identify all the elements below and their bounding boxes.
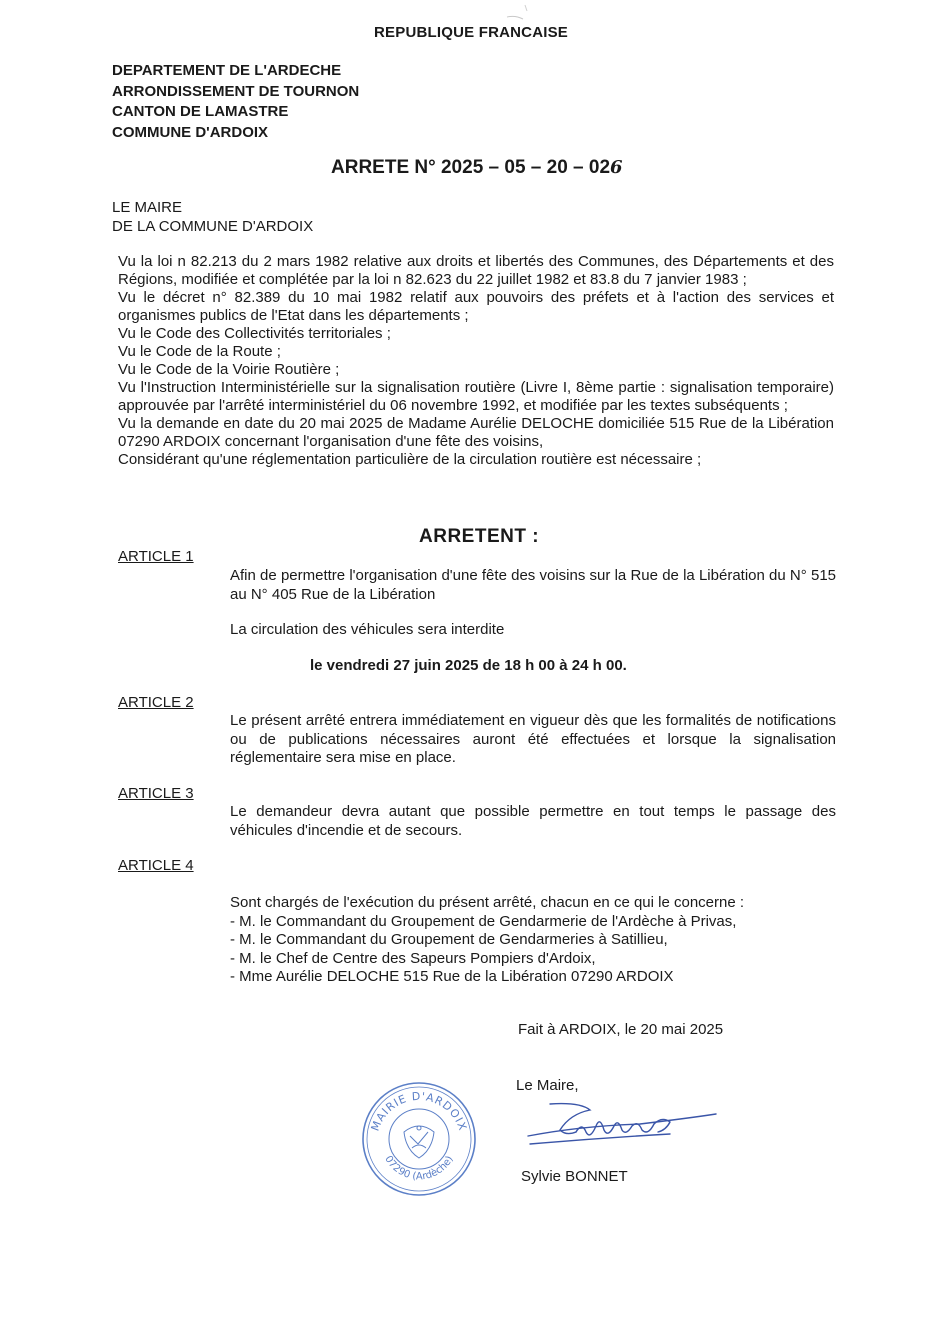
execution-block: [230, 894, 744, 987]
article-1-body: [230, 567, 836, 604]
coat-of-arms-icon: [404, 1126, 434, 1158]
article-3-label: ARTICLE 3: [118, 785, 194, 802]
article-1-label: ARTICLE 1: [118, 548, 194, 565]
scan-mark: [505, 3, 535, 23]
arrondissement-line: ARRONDISSEMENT DE TOURNON: [112, 82, 360, 100]
article-3-paragraph: Le demandeur devra autant que possible permettre en tout temps le passage des véhicules d'incendie et de secours.: [230, 803, 836, 839]
article-2-paragraph: Le présent arrêté entrera immédiatement en vigueur dès que les formalités de notifications ou de publications nécessaires auront été effectuées et lorsque la signalisation réglementaire sera mise en place.: [230, 712, 836, 766]
visa-paragraph: Considérant qu'une réglementation particulière de la circulation routière est nécessaire ;: [118, 451, 702, 468]
signatory-name: Sylvie BONNET: [521, 1168, 628, 1185]
visa-paragraph: Vu le décret n° 82.389 du 10 mai 1982 relatif aux pouvoirs des préfets et à l'action des services et organismes publics de l'Etat dans les départements ;: [118, 289, 834, 324]
stamp-top-text: MAIRIE D'ARDOIX: [368, 1089, 470, 1133]
execution-item: - Mme Aurélie DELOCHE 515 Rue de la Libération 07290 ARDOIX: [230, 968, 674, 985]
visa-paragraph: Vu la demande en date du 20 mai 2025 de Madame Aurélie DELOCHE domiciliée 515 Rue de la Libération 07290 ARDOIX concernant l'organisation d'une fête des voisins,: [118, 415, 834, 450]
visa-paragraph: Vu le Code des Collectivités territoriales ;: [118, 325, 391, 342]
author-line-2: DE LA COMMUNE D'ARDOIX: [112, 218, 314, 235]
arrete-number-handwritten: 6: [610, 157, 623, 178]
stamp-bottom-text: 07290 (Ardèche): [382, 1154, 456, 1183]
departement-line: DEPARTEMENT DE L'ARDECHE: [112, 62, 342, 79]
place-date: Fait à ARDOIX, le 20 mai 2025: [518, 1021, 724, 1038]
execution-item: - M. le Commandant du Groupement de Gendarmerie de l'Ardèche à Privas,: [230, 912, 737, 930]
commune-line: COMMUNE D'ARDOIX: [112, 123, 269, 141]
execution-item: - M. le Commandant du Groupement de Gendarmeries à Satillieu,: [230, 931, 668, 948]
arrete-number: [331, 157, 623, 179]
article-4-label: ARTICLE 4: [118, 857, 194, 874]
article-1-traffic: [230, 621, 836, 640]
mayor-signature: [520, 1096, 720, 1158]
arrete-number-printed: ARRETE N° 2025 – 05 – 20 – 02: [331, 157, 611, 178]
article-2-label: ARTICLE 2: [118, 694, 194, 711]
mairie-stamp: [360, 1080, 478, 1198]
visa-paragraph: Vu le Code de la Route ;: [118, 343, 281, 360]
author-line-1: LE MAIRE: [112, 199, 183, 216]
execution-item: - M. le Chef de Centre des Sapeurs Pompiers d'Ardoix,: [230, 949, 596, 967]
article-3-body: [230, 803, 836, 840]
visa-paragraph: Vu la loi n 82.213 du 2 mars 1982 relative aux droits et libertés des Communes, des Départements et des Régions, modifiée et complétée par la loi n 82.623 du 22 juillet 1982 et 83.8 du 7 janvier 1983 ;: [118, 253, 834, 288]
canton-line: CANTON DE LAMASTRE: [112, 103, 289, 120]
republique-heading: REPUBLIQUE FRANCAISE: [374, 24, 569, 41]
article-2-body: [230, 712, 836, 768]
visas-block: [118, 253, 834, 469]
administrative-header: [112, 61, 359, 143]
visa-paragraph: Vu le Code de la Voirie Routière ;: [118, 361, 340, 378]
decision-title: ARRETENT :: [419, 526, 540, 547]
article-1-date: le vendredi 27 juin 2025 de 18 h 00 à 24 h 00.: [310, 657, 627, 674]
signatory-role: Le Maire,: [516, 1077, 579, 1094]
article-1-paragraph: Afin de permettre l'organisation d'une fête des voisins sur la Rue de la Libération du N° 515 au N° 405 Rue de la Libération: [230, 567, 836, 603]
author-block: [112, 198, 313, 236]
visa-paragraph: Vu l'Instruction Interministérielle sur la signalisation routière (Livre I, 8ème partie : signalisation temporaire) approuvée par l'arrêté interministériel du 06 novembre 1992, et modifiée par les textes subséquents ;: [118, 379, 834, 414]
execution-intro: Sont chargés de l'exécution du présent arrêté, chacun en ce qui le concerne :: [230, 894, 745, 911]
article-1-paragraph: La circulation des véhicules sera interdite: [230, 621, 505, 638]
